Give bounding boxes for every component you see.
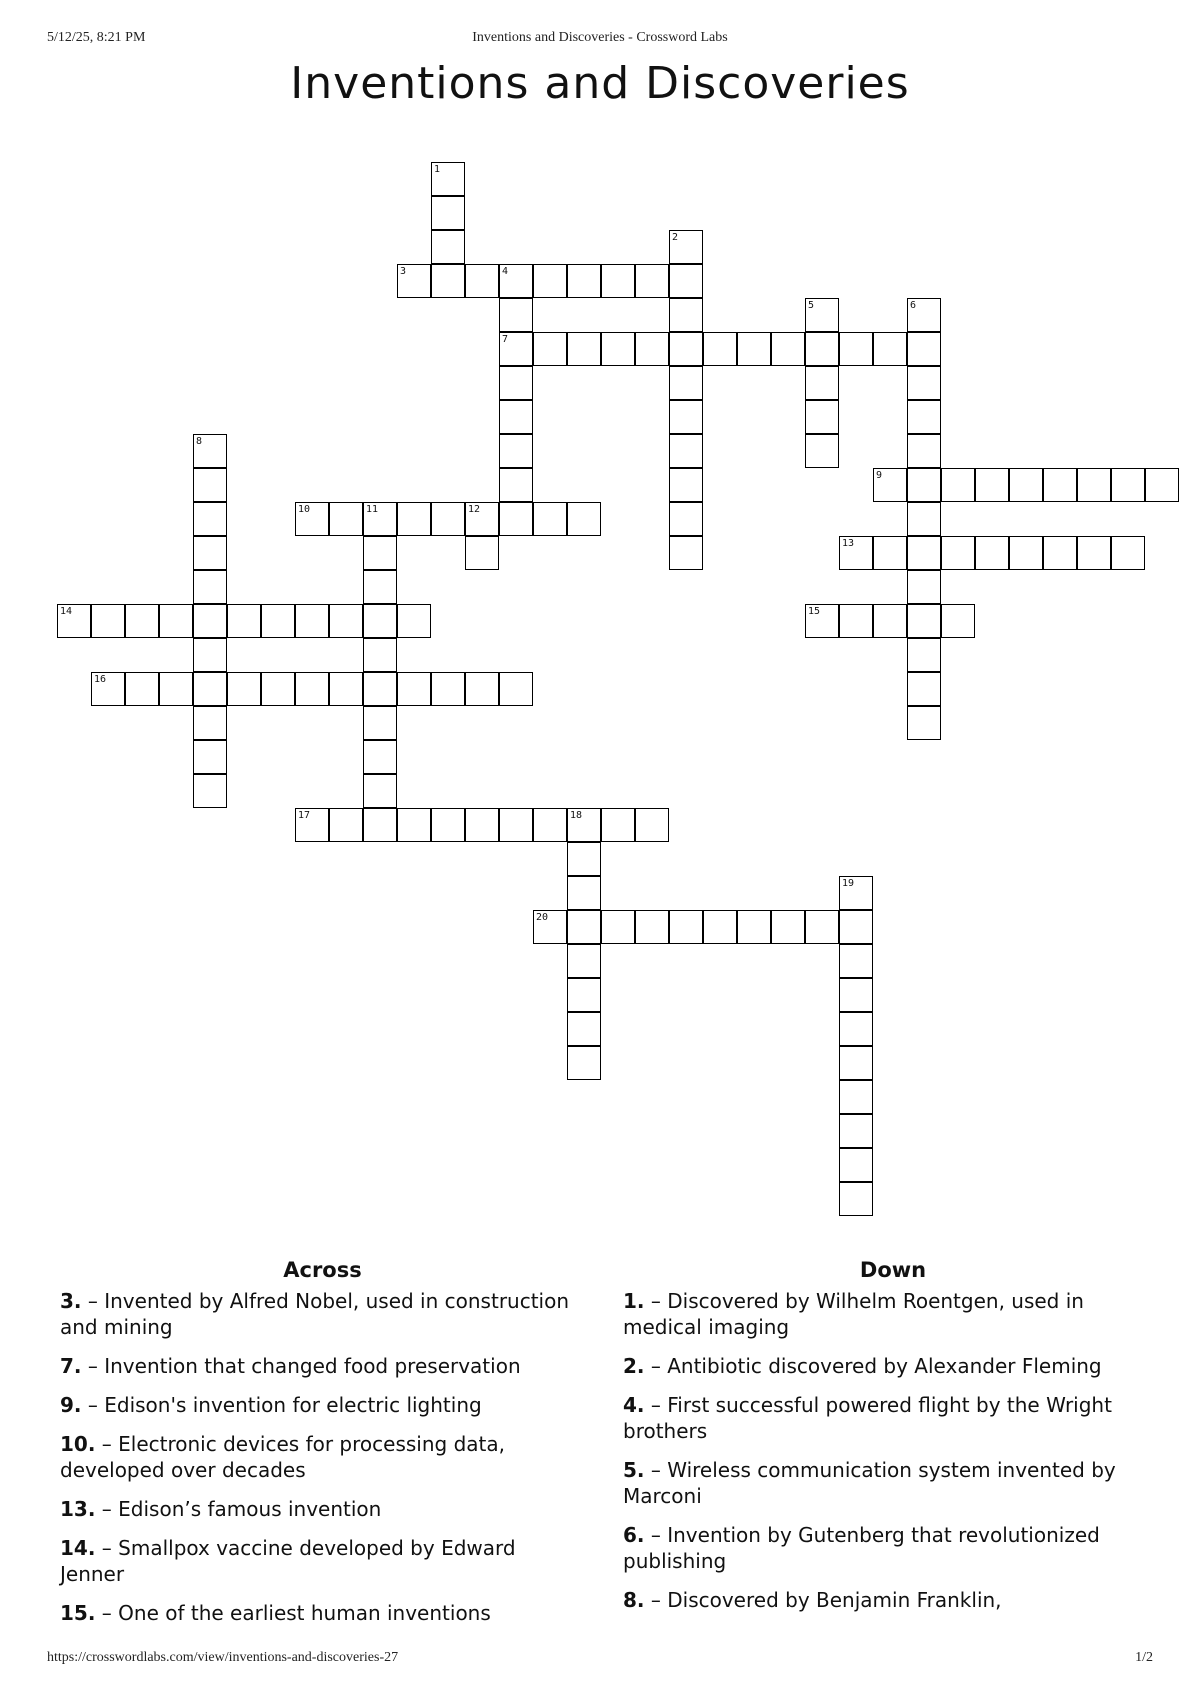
grid-cell[interactable] xyxy=(1111,468,1145,502)
grid-cell[interactable] xyxy=(703,910,737,944)
grid-cell[interactable] xyxy=(363,502,397,536)
grid-cell[interactable] xyxy=(669,264,703,298)
grid-cell[interactable] xyxy=(499,298,533,332)
grid-cell[interactable] xyxy=(431,162,465,196)
grid-cell[interactable] xyxy=(669,910,703,944)
grid-cell[interactable] xyxy=(669,298,703,332)
grid-cell[interactable] xyxy=(499,468,533,502)
grid-cell[interactable] xyxy=(465,672,499,706)
clue-number: 1. xyxy=(623,1289,645,1313)
grid-cell[interactable] xyxy=(567,264,601,298)
grid-cell[interactable] xyxy=(839,1114,873,1148)
grid-cell[interactable] xyxy=(567,332,601,366)
clue-number: 7. xyxy=(60,1354,82,1378)
grid-cell[interactable] xyxy=(91,672,125,706)
grid-cell[interactable] xyxy=(431,502,465,536)
grid-cell[interactable] xyxy=(907,468,941,502)
grid-cell[interactable] xyxy=(363,638,397,672)
grid-cell[interactable] xyxy=(329,808,363,842)
grid-cell[interactable] xyxy=(363,536,397,570)
grid-cell[interactable] xyxy=(363,672,397,706)
grid-cell[interactable] xyxy=(669,434,703,468)
cell-number: 12 xyxy=(468,504,481,515)
grid-cell[interactable] xyxy=(125,672,159,706)
grid-cell[interactable] xyxy=(839,1148,873,1182)
grid-cell[interactable] xyxy=(873,536,907,570)
clue-text: – Smallpox vaccine developed by Edward Jenner xyxy=(60,1536,516,1586)
print-datetime: 5/12/25, 8:21 PM xyxy=(47,30,146,45)
clue-number: 15. xyxy=(60,1601,96,1625)
page-title: Inventions and Discoveries xyxy=(290,58,910,109)
grid-cell[interactable] xyxy=(533,332,567,366)
cell-number: 18 xyxy=(570,810,583,821)
grid-cell[interactable] xyxy=(805,298,839,332)
grid-cell[interactable] xyxy=(397,264,431,298)
clue-text: – Electronic devices for processing data, developed over decades xyxy=(60,1432,505,1482)
grid-cell[interactable] xyxy=(907,434,941,468)
grid-cell[interactable] xyxy=(567,1012,601,1046)
grid-cell[interactable] xyxy=(669,230,703,264)
grid-cell[interactable] xyxy=(295,672,329,706)
clue-number: 13. xyxy=(60,1497,96,1521)
clue-text: – Invented by Alfred Nobel, used in construction and mining xyxy=(60,1289,570,1339)
cell-number: 3 xyxy=(400,266,407,277)
grid-cell[interactable] xyxy=(1077,536,1111,570)
grid-cell[interactable] xyxy=(329,672,363,706)
cell-number: 9 xyxy=(876,470,883,481)
down-clue xyxy=(623,1353,1163,1379)
grid-cell[interactable] xyxy=(839,536,873,570)
grid-cell[interactable] xyxy=(805,434,839,468)
clue-text: – Edison’s famous invention xyxy=(101,1497,382,1521)
clue-number: 8. xyxy=(623,1588,645,1612)
cell-number: 8 xyxy=(196,436,203,447)
grid-cell[interactable] xyxy=(907,536,941,570)
grid-cell[interactable] xyxy=(363,740,397,774)
grid-cell[interactable] xyxy=(873,332,907,366)
grid-cell[interactable] xyxy=(839,332,873,366)
grid-cell[interactable] xyxy=(1077,468,1111,502)
down-clue xyxy=(623,1392,1163,1444)
grid-cell[interactable] xyxy=(839,876,873,910)
print-page-title: Inventions and Discoveries - Crossword Labs xyxy=(472,30,728,45)
grid-cell[interactable] xyxy=(1111,536,1145,570)
grid-cell[interactable] xyxy=(771,910,805,944)
grid-cell[interactable] xyxy=(567,842,601,876)
cell-number: 17 xyxy=(298,810,311,821)
grid-cell[interactable] xyxy=(907,298,941,332)
grid-cell[interactable] xyxy=(601,910,635,944)
clue-number: 4. xyxy=(623,1393,645,1417)
clue-number: 2. xyxy=(623,1354,645,1378)
across-clue xyxy=(60,1535,585,1587)
grid-cell[interactable] xyxy=(91,604,125,638)
grid-cell[interactable] xyxy=(499,502,533,536)
grid-cell[interactable] xyxy=(57,604,91,638)
grid-cell[interactable] xyxy=(193,672,227,706)
grid-cell[interactable] xyxy=(1009,536,1043,570)
grid-cell[interactable] xyxy=(499,264,533,298)
grid-cell[interactable] xyxy=(839,1182,873,1216)
grid-cell[interactable] xyxy=(635,332,669,366)
across-clues xyxy=(60,1258,585,1639)
grid-cell[interactable] xyxy=(907,502,941,536)
cell-number: 20 xyxy=(536,912,549,923)
grid-cell[interactable] xyxy=(805,400,839,434)
grid-cell[interactable] xyxy=(363,570,397,604)
grid-cell[interactable] xyxy=(601,332,635,366)
grid-cell[interactable] xyxy=(567,502,601,536)
grid-cell[interactable] xyxy=(193,468,227,502)
cell-number: 5 xyxy=(808,300,815,311)
across-heading: Across xyxy=(283,1258,362,1282)
grid-cell[interactable] xyxy=(533,502,567,536)
grid-cell[interactable] xyxy=(227,604,261,638)
grid-cell[interactable] xyxy=(839,944,873,978)
grid-cell[interactable] xyxy=(397,808,431,842)
cell-number: 13 xyxy=(842,538,855,549)
grid-cell[interactable] xyxy=(805,604,839,638)
grid-cell[interactable] xyxy=(431,230,465,264)
grid-cell[interactable] xyxy=(193,570,227,604)
grid-cell[interactable] xyxy=(295,808,329,842)
grid-cell[interactable] xyxy=(1009,468,1043,502)
clue-text: – Invention by Gutenberg that revolutionized publishing xyxy=(623,1523,1100,1573)
clue-number: 6. xyxy=(623,1523,645,1547)
grid-cell[interactable] xyxy=(907,366,941,400)
grid-cell[interactable] xyxy=(601,264,635,298)
grid-cell[interactable] xyxy=(907,638,941,672)
grid-cell[interactable] xyxy=(295,502,329,536)
grid-cell[interactable] xyxy=(737,910,771,944)
grid-cell[interactable] xyxy=(193,536,227,570)
grid-cell[interactable] xyxy=(533,808,567,842)
clue-number: 5. xyxy=(623,1458,645,1482)
grid-cell[interactable] xyxy=(1043,536,1077,570)
grid-cell[interactable] xyxy=(669,332,703,366)
grid-cell[interactable] xyxy=(465,536,499,570)
grid-cell[interactable] xyxy=(873,604,907,638)
grid-cell[interactable] xyxy=(907,706,941,740)
grid-cell[interactable] xyxy=(193,740,227,774)
clue-text: – First successful powered flight by the Wright brothers xyxy=(623,1393,1112,1443)
grid-cell[interactable] xyxy=(907,604,941,638)
cell-number: 15 xyxy=(808,606,821,617)
grid-cell[interactable] xyxy=(873,468,907,502)
across-clue xyxy=(60,1288,585,1340)
grid-cell[interactable] xyxy=(839,1046,873,1080)
grid-cell[interactable] xyxy=(805,910,839,944)
grid-cell[interactable] xyxy=(363,774,397,808)
grid-cell[interactable] xyxy=(839,978,873,1012)
print-url: https://crosswordlabs.com/view/inventions-and-discoveries-27 xyxy=(47,1650,399,1665)
grid-cell[interactable] xyxy=(669,468,703,502)
grid-cell[interactable] xyxy=(805,332,839,366)
down-heading: Down xyxy=(859,1258,927,1282)
clue-number: 3. xyxy=(60,1289,82,1313)
grid-cell[interactable] xyxy=(261,672,295,706)
grid-cell[interactable] xyxy=(431,264,465,298)
grid-cell[interactable] xyxy=(839,604,873,638)
down-clue xyxy=(623,1522,1163,1574)
grid-cell[interactable] xyxy=(261,604,295,638)
across-clue xyxy=(60,1431,585,1483)
cell-number: 11 xyxy=(366,504,379,515)
grid-cell[interactable] xyxy=(567,808,601,842)
print-page-number: 1/2 xyxy=(1135,1650,1153,1665)
grid-cell[interactable] xyxy=(567,978,601,1012)
clue-text: – Edison's invention for electric lighting xyxy=(87,1393,482,1417)
grid-cell[interactable] xyxy=(295,604,329,638)
grid-cell[interactable] xyxy=(907,672,941,706)
clue-text: – Invention that changed food preservation xyxy=(87,1354,521,1378)
grid-cell[interactable] xyxy=(465,808,499,842)
grid-cell[interactable] xyxy=(193,604,227,638)
grid-cell[interactable] xyxy=(601,808,635,842)
clue-number: 9. xyxy=(60,1393,82,1417)
grid-cell[interactable] xyxy=(975,536,1009,570)
grid-cell[interactable] xyxy=(907,332,941,366)
grid-cell[interactable] xyxy=(159,672,193,706)
cell-number: 4 xyxy=(502,266,509,277)
grid-cell[interactable] xyxy=(567,910,601,944)
grid-cell[interactable] xyxy=(193,502,227,536)
grid-cell[interactable] xyxy=(771,332,805,366)
grid-cell[interactable] xyxy=(499,434,533,468)
grid-cell[interactable] xyxy=(669,536,703,570)
grid-cell[interactable] xyxy=(635,910,669,944)
grid-cell[interactable] xyxy=(1145,468,1179,502)
down-clue xyxy=(623,1587,1163,1613)
grid-cell[interactable] xyxy=(363,604,397,638)
grid-cell[interactable] xyxy=(431,672,465,706)
across-clue xyxy=(60,1392,585,1418)
grid-cell[interactable] xyxy=(839,1012,873,1046)
down-clues xyxy=(623,1258,1163,1626)
grid-cell[interactable] xyxy=(1043,468,1077,502)
clue-text: – Discovered by Benjamin Franklin, xyxy=(650,1588,1002,1612)
grid-cell[interactable] xyxy=(669,400,703,434)
grid-cell[interactable] xyxy=(533,264,567,298)
grid-cell[interactable] xyxy=(363,808,397,842)
grid-cell[interactable] xyxy=(125,604,159,638)
grid-cell[interactable] xyxy=(635,264,669,298)
cell-number: 1 xyxy=(434,164,441,175)
grid-cell[interactable] xyxy=(669,366,703,400)
grid-cell[interactable] xyxy=(329,502,363,536)
grid-cell[interactable] xyxy=(499,808,533,842)
clue-text: – Discovered by Wilhelm Roentgen, used in medical imaging xyxy=(623,1289,1084,1339)
down-clue xyxy=(623,1457,1163,1509)
grid-cell[interactable] xyxy=(907,400,941,434)
across-clue xyxy=(60,1600,585,1626)
cell-number: 16 xyxy=(94,674,107,685)
cell-number: 14 xyxy=(60,606,73,617)
grid-cell[interactable] xyxy=(465,264,499,298)
across-clue xyxy=(60,1496,585,1522)
clue-text: – One of the earliest human inventions xyxy=(101,1601,491,1625)
grid-cell[interactable] xyxy=(499,366,533,400)
grid-cell[interactable] xyxy=(397,502,431,536)
grid-cell[interactable] xyxy=(805,366,839,400)
grid-cell[interactable] xyxy=(329,604,363,638)
grid-cell[interactable] xyxy=(499,332,533,366)
grid-cell[interactable] xyxy=(567,944,601,978)
grid-cell[interactable] xyxy=(533,910,567,944)
down-clue-list xyxy=(623,1288,1163,1613)
grid-cell[interactable] xyxy=(431,196,465,230)
grid-cell[interactable] xyxy=(363,706,397,740)
grid-cell[interactable] xyxy=(193,706,227,740)
grid-cell[interactable] xyxy=(907,570,941,604)
clue-text: – Wireless communication system invented by Marconi xyxy=(623,1458,1116,1508)
cell-number: 7 xyxy=(502,334,509,345)
grid-cell[interactable] xyxy=(193,638,227,672)
grid-cell[interactable] xyxy=(669,502,703,536)
grid-cell[interactable] xyxy=(193,434,227,468)
cell-number: 19 xyxy=(842,878,855,889)
grid-cell[interactable] xyxy=(635,808,669,842)
grid-cell[interactable] xyxy=(431,808,465,842)
grid-cell[interactable] xyxy=(941,536,975,570)
grid-cell[interactable] xyxy=(941,468,975,502)
cell-number: 6 xyxy=(910,300,917,311)
grid-cell[interactable] xyxy=(465,502,499,536)
cell-number: 10 xyxy=(298,504,311,515)
grid-cell[interactable] xyxy=(975,468,1009,502)
clue-number: 14. xyxy=(60,1536,96,1560)
grid-cell[interactable] xyxy=(839,1080,873,1114)
grid-cell[interactable] xyxy=(567,1046,601,1080)
cell-number: 2 xyxy=(672,232,679,243)
grid-cell[interactable] xyxy=(397,672,431,706)
grid-cell[interactable] xyxy=(941,604,975,638)
grid-cell[interactable] xyxy=(227,672,261,706)
grid-cell[interactable] xyxy=(737,332,771,366)
grid-cell[interactable] xyxy=(839,910,873,944)
down-clue xyxy=(623,1288,1163,1340)
clue-number: 10. xyxy=(60,1432,96,1456)
across-clue-list xyxy=(60,1288,585,1626)
clue-text: – Antibiotic discovered by Alexander Fleming xyxy=(650,1354,1102,1378)
grid-cell[interactable] xyxy=(193,774,227,808)
grid-cell[interactable] xyxy=(703,332,737,366)
grid-cell[interactable] xyxy=(499,400,533,434)
grid-cell[interactable] xyxy=(159,604,193,638)
grid-cell[interactable] xyxy=(499,672,533,706)
grid-cell[interactable] xyxy=(567,876,601,910)
across-clue xyxy=(60,1353,585,1379)
grid-cell[interactable] xyxy=(397,604,431,638)
